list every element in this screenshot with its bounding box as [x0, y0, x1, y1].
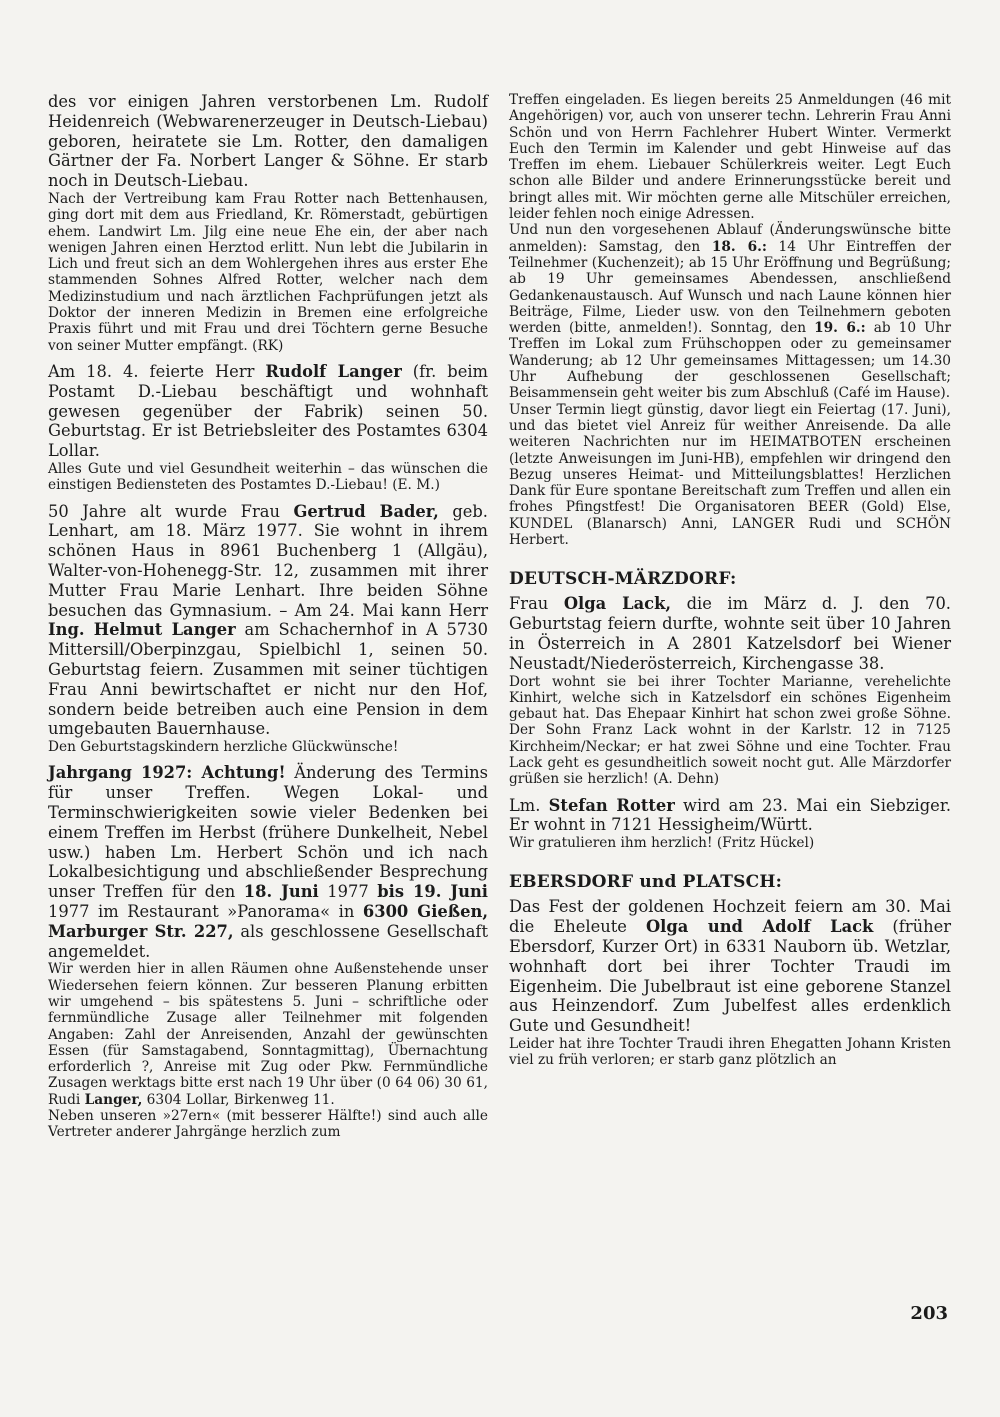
paragraph-postamt-wishes: Alles Gute und viel Gesundheit weiterhin – das wünschen die einstigen Bediensteten des Postamtes D.-Liebau! (E. M.) [48, 460, 488, 494]
paragraph-rotter-intro: des vor einigen Jahren verstorbenen Lm. Rudolf Heidenreich (Webwarenerzeuger in Deutsch-Liebau) geboren, heiratete sie Lm. Rotter, den damaligen Gärtner der Fa. Norbert Langer & Söhne. Er starb noch in Deutsch-Liebau. [48, 92, 488, 191]
paragraph-traudi-kristen: Leider hat ihre Tochter Traudi ihren Ehegatten Johann Kristen viel zu früh verloren; er starb ganz plötzlich an [509, 1036, 951, 1069]
paragraph-registrations: Treffen eingeladen. Es liegen bereits 25 Anmeldungen (46 mit Angehörigen) vor, auch von unserer techn. Lehrerin Frau Anni Schön und von Herrn Fachlehrer Hubert Winter. Vermerkt Euch den Termin im Kalender und gebt Hinweise auf das Treffen im ehem. Liebauer Schülerkreis weiter. Legt Euch schon alle Bilder und andere Erinnerungsstücke bereit und bringt alles mit. Wir möchten gerne alle Mitschüler erreichen, leider fehlen noch einige Adressen. [509, 92, 951, 223]
paragraph-jahrgang-1927: Jahrgang 1927: Achtung! Änderung des Termins für unser Treffen. Wegen Lokal- und Terminschwierigkeiten sowie vieler Bedenken bei einem Treffen im Herbst (frühere Dunkelheit, Nebel usw.) haben Lm. Herbert Schön und ich nach Lokalbesichtigung und abschließender Besprechung unser Treffen für den 18. Juni 1977 bis 19. Juni 1977 im Restaurant »Panorama« in 6300 Gießen, Marburger Str. 227, als geschlossene Gesellschaft angemeldet. [48, 763, 489, 961]
section-heading-ebersdorf: EBERSDORF und PLATSCH: [509, 872, 783, 893]
right-column [509, 92, 951, 1069]
paragraph-planning-details: Wir werden hier in allen Räumen ohne Außenstehende unser Wiedersehen feiern können. Zur besseren Planung erbitten wir umgehend – bis spätestens 5. Juni – schriftliche oder fernmündliche Zusage aller Teilnehmer mit folgenden Angaben: Zahl der Anreisenden, Anzahl der gewünschten Essen (für Samstagabend, Sonntagmittag), Übernachtung erforderlich ?, Anreise mit Zug oder Pkw. Fernmündliche Zusagen werktags bitte erst nach 19 Uhr über (0 64 06) 30 61, Rudi Langer, 6304 Lollar, Birkenweg 11. [48, 961, 488, 1108]
paragraph-schedule: Und nun den vorgesehenen Ablauf (Änderungswünsche bitte anmelden): Samstag, den 18. 6.: 14 Uhr Eintreffen der Teilnehmer (Kuchenzeit); ab 15 Uhr Eröffnung und Begrüßung; ab 19 Uhr gemeinsames Abendessen, anschließend Gedankenaustausch. Auf Wunsch und nach Laune können hier Beiträge, Filme, Lieder usw. von den Teilnehmern geboten werden (bitte, anmelden!). Sonntag, den 19. 6.: ab 10 Uhr Treffen im Lokal zum Frühschoppen oder zu gemeinsamer Wanderung; ab 12 Uhr gemeinsames Mittagessen; um 14.30 Uhr Aufhebung der geschlossenen Gesellschaft; Beisammensein geht weiter bis zum Abschluß (Café im Hause). [509, 222, 951, 402]
paragraph-birthday-wishes: Den Geburtstagskindern herzliche Glückwünsche! [48, 739, 399, 756]
paragraph-golden-wedding: Das Fest der goldenen Hochzeit feiern am 30. Mai die Eheleute Olga und Adolf Lack (früher Ebersdorf, Kurzer Ort) in 6331 Nauborn üb. Wetzlar, wohnhaft dort bei ihrer Tochter Traudi im Eigenheim. Die Jubelbraut ist eine geborene Stanzel aus Heinzendorf. Zum Jubelfest alles erdenklich Gute und Gesundheit! [509, 897, 951, 1036]
page-number: 203 [910, 1303, 948, 1324]
paragraph-organizers: Unser Termin liegt günstig, davor liegt ein Feiertag (17. Juni), und das bietet viel Anreiz für weither Anreisende. Da alle weiteren Nachrichten nur im HEIMATBOTEN erscheinen (letzte Anweisungen im Juni-HB), empfehlen wir dringend den Bezug unseres Heimat- und Mitteilungsblattes! Herzlichen Dank für Eure spontane Bereitschaft zum Treffen und allen ein frohes Pfingstfest! Die Organisatoren BEER (Gold) Else, KUNDEL (Blanarsch) Anni, LANGER Rudi und SCHÖN Herbert. [509, 401, 951, 549]
paragraph-rotter-bio: Nach der Vertreibung kam Frau Rotter nach Bettenhausen, ging dort mit dem aus Friedland, Kr. Römerstadt, gebürtigen ehem. Landwirt Lm. Jilg eine neue Ehe ein, der aber nach wenigen Jahren einen Herztod erlitt. Nun lebt die Jubilarin in Lich und freut sich an dem Wohlergehen ihres aus erster Ehe stammenden Sohnes Alfred Rotter, welcher nach dem Medizinstudium und nach ärztlichen Fachprüfungen jetzt als Doktor der inneren Medizin in Bremen eine erfolgreiche Praxis führt und mit Frau und drei Töchtern gerne Besuche von seiner Mutter empfängt. (RK) [48, 190, 488, 354]
section-heading-deutsch-maerzdorf: DEUTSCH-MÄRZDORF: [509, 569, 737, 590]
paragraph-stefan-rotter: Lm. Stefan Rotter wird am 23. Mai ein Siebziger. Er wohnt in 7121 Hessigheim/Württ. [509, 795, 951, 835]
paragraph-invitation-continued: Neben unseren »27ern« (mit besserer Hälfte!) sind auch alle Vertreter anderer Jahrgänge herzlich zum [48, 1108, 488, 1141]
paragraph-kinhirt-family: Dort wohnt sie bei ihrer Tochter Marianne, verehelichte Kinhirt, welche sich in Katzelsdorf ein schönes Eigenheim gebaut hat. Das Ehepaar Kinhirt hat schon zwei große Söhne. Der Sohn Franz Lack wohnt in der Karlstr. 12 in 7125 Kirchheim/Neckar; er hat zwei Söhne und eine Tochter. Frau Lack geht es gesundheitlich soweit nocht gut. Alle Märzdorfer grüßen sie herzlich! (A. Dehn) [509, 673, 951, 788]
paragraph-rudolf-langer: Am 18. 4. feierte Herr Rudolf Langer (fr. beim Postamt D.-Liebau beschäftigt und wohnhaft gewesen gegenüber der Fabrik) seinen 50. Geburtstag. Er ist Betriebsleiter des Postamtes 6304 Lollar. [48, 361, 488, 461]
paragraph-gertrud-bader: 50 Jahre alt wurde Frau Gertrud Bader, geb. Lenhart, am 18. März 1977. Sie wohnt in ihrem schönen Haus in 8961 Buchenberg 1 (Allgäu), Walter-von-Hohenegg-Str. 12, zusammen mit ihrer Mutter Frau Marie Lenhart. Ihre beiden Söhne besuchen das Gymnasium. – Am 24. Mai kann Herr Ing. Helmut Langer am Schachernhof in A 5730 Mittersill/Oberpinzgau, Spielbichl 1, seinen 50. Geburtstag feiern. Zusammen mit seiner tüchtigen Frau Anni bewirtschaftet er nicht nur den Hof, sondern beide betreiben auch eine Pension in dem umgebauten Bauernhause. [48, 501, 488, 739]
paragraph-hueckel-wishes: Wir gratulieren ihm herzlich! (Fritz Hückel) [509, 835, 815, 852]
left-column [48, 92, 488, 1141]
paragraph-olga-lack: Frau Olga Lack, die im März d. J. den 70. Geburtstag feiern durfte, wohnte seit über 10 Jahren in Österreich in A 2801 Katzelsdorf bei Wiener Neustadt/Niederösterreich, Kirchengasse 38. [509, 594, 951, 673]
